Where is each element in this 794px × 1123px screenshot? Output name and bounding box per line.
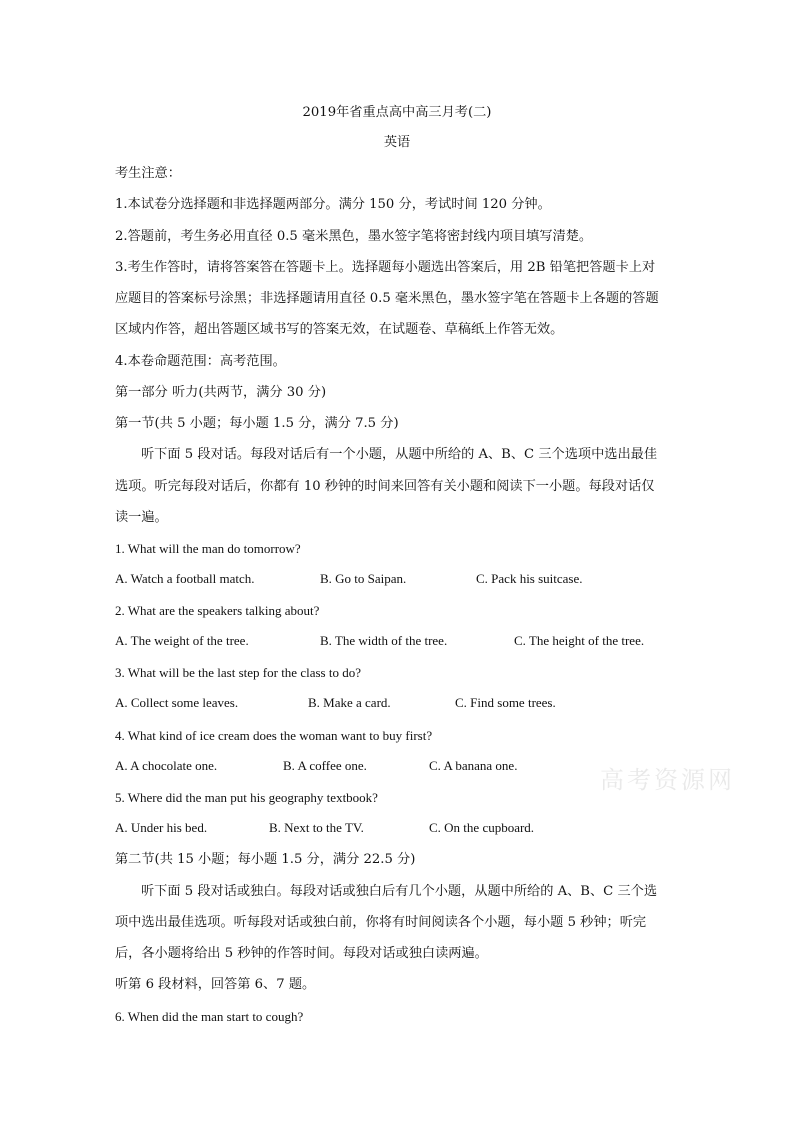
q5-option-c: C. On the cupboard.: [429, 820, 535, 835]
notice-item-3-line-2: 应题目的答案标号涂黑；非选择题请用直径 0.5 毫米黑色，墨水签字笔在答题卡上各题的答题: [115, 291, 659, 306]
q1-option-b: B. Go to Saipan.: [320, 571, 407, 586]
q3-option-c: C. Find some trees.: [455, 695, 556, 710]
q1-option-c: C. Pack his suitcase.: [476, 571, 583, 586]
section1-instruction-line-1: 听下面 5 段对话。每段对话后有一个小题，从题中所给的 A、B、C 三个选项中选出最佳: [141, 447, 658, 462]
section2-instruction-line-2: 项中选出最佳选项。听每段对话或独白前，你将有时间阅读各个小题，每小题 5 秒钟；听完: [115, 915, 647, 930]
exam-title: 2019年省重点高中高三月考(二): [302, 105, 492, 120]
section1-heading: 第一节(共 5 小题；每小题 1.5 分，满分 7.5 分): [115, 416, 399, 431]
q1-option-a: A. Watch a football match.: [115, 571, 255, 586]
question-2: 2. What are the speakers talking about?: [115, 603, 320, 618]
q3-option-b: B. Make a card.: [308, 695, 391, 710]
material-6-instruction: 听第 6 段材料，回答第 6、7 题。: [115, 977, 316, 992]
notice-item-3-line-1: 3.考生作答时，请将答案答在答题卡上。选择题每小题选出答案后，用 2B 铅笔把答题卡上对: [115, 260, 656, 275]
q5-option-a: A. Under his bed.: [115, 820, 208, 835]
q4-option-a: A. A chocolate one.: [115, 758, 218, 773]
watermark: 高考资源网: [600, 766, 735, 794]
question-3: 3. What will be the last step for the class to do?: [115, 665, 361, 680]
question-4: 4. What kind of ice cream does the woman want to buy first?: [115, 728, 433, 743]
section2-heading: 第二节(共 15 小题；每小题 1.5 分，满分 22.5 分): [115, 852, 416, 867]
section2-instruction-line-1: 听下面 5 段对话或独白。每段对话或独白后有几个小题，从题中所给的 A、B、C 三个选: [141, 884, 658, 899]
notice-item-2: 2.答题前，考生务必用直径 0.5 毫米黑色，墨水签字笔将密封线内项目填写清楚。: [115, 229, 593, 244]
q4-option-b: B. A coffee one.: [283, 758, 367, 773]
q2-option-b: B. The width of the tree.: [320, 633, 448, 648]
question-5: 5. Where did the man put his geography textbook?: [115, 790, 378, 805]
part1-heading: 第一部分 听力(共两节，满分 30 分): [115, 385, 327, 400]
notice-heading: 考生注意：: [115, 166, 181, 181]
q2-option-a: A. The weight of the tree.: [115, 633, 249, 648]
q2-option-c: C. The height of the tree.: [514, 633, 645, 648]
notice-item-3-line-3: 区域内作答，超出答题区域书写的答案无效，在试题卷、草稿纸上作答无效。: [115, 322, 564, 337]
question-1: 1. What will the man do tomorrow?: [115, 541, 301, 556]
section1-instruction-line-3: 读一遍。: [115, 510, 168, 525]
section1-instruction-line-2: 选项。听完每段对话后，你都有 10 秒钟的时间来回答有关小题和阅读下一小题。每段对话仅: [115, 479, 655, 494]
q5-option-b: B. Next to the TV.: [269, 820, 364, 835]
subject-title: 英语: [383, 135, 411, 150]
q3-option-a: A. Collect some leaves.: [115, 695, 239, 710]
section2-instruction-line-3: 后，各小题将给出 5 秒钟的作答时间。每段对话或独白读两遍。: [115, 946, 488, 961]
q4-option-c: C. A banana one.: [429, 758, 518, 773]
notice-item-4: 4.本卷命题范围：高考范围。: [115, 354, 286, 369]
question-6: 6. When did the man start to cough?: [115, 1009, 304, 1024]
notice-item-1: 1.本试卷分选择题和非选择题两部分。满分 150 分，考试时间 120 分钟。: [115, 197, 551, 212]
